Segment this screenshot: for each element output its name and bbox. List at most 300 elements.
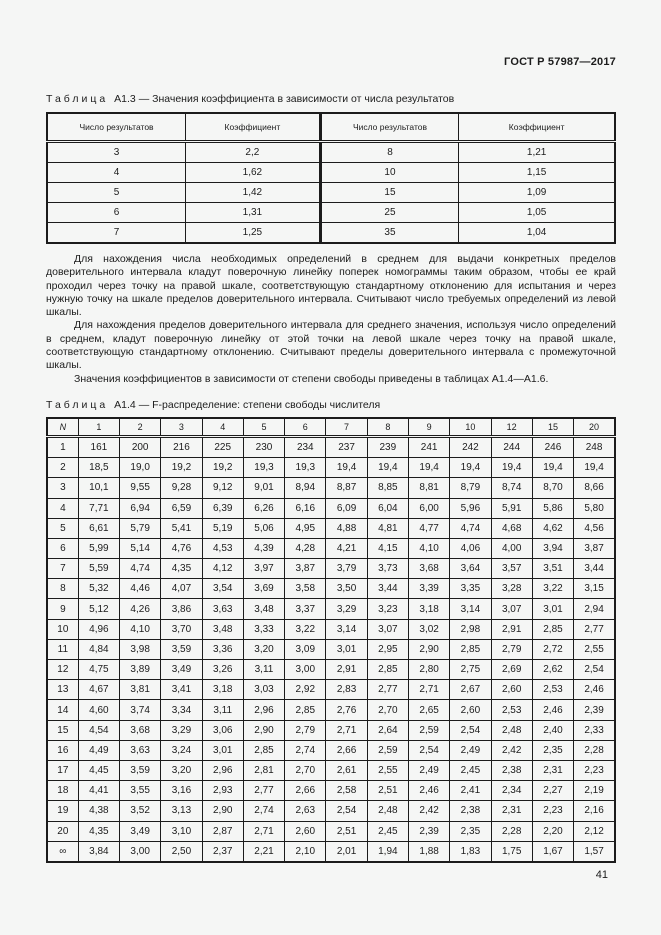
table-cell: 2,59: [367, 740, 408, 760]
table-cell: 2,53: [532, 680, 573, 700]
table-cell: 2,85: [450, 639, 491, 659]
table-cell: 5,32: [78, 579, 119, 599]
table-cell: 2,54: [574, 660, 615, 680]
table-cell: 2,64: [367, 720, 408, 740]
table-cell: 4,49: [78, 740, 119, 760]
table-cell: 2,42: [491, 740, 532, 760]
table-cell: 19,4: [326, 458, 367, 478]
table-row: [47, 760, 615, 780]
table-cell: 2,45: [367, 821, 408, 841]
table-row: [47, 841, 615, 862]
table-cell: 4,84: [78, 639, 119, 659]
table-cell: 2,2: [186, 142, 321, 163]
table-cell: 4,54: [78, 720, 119, 740]
table-cell: 1,25: [186, 223, 321, 244]
table-cell: 5,12: [78, 599, 119, 619]
table-row: [47, 163, 615, 183]
table-cell: 2,65: [408, 700, 449, 720]
table-cell: 2,53: [491, 700, 532, 720]
table-cell: 1,05: [459, 203, 615, 223]
table-cell: 16: [47, 740, 78, 760]
table-cell: 3,15: [574, 579, 615, 599]
table-cell: 3,14: [326, 619, 367, 639]
table-cell: 2,92: [285, 680, 326, 700]
table-cell: 19,2: [202, 458, 243, 478]
table-cell: 2,90: [243, 720, 284, 740]
table-cell: 3,06: [202, 720, 243, 740]
table-row: [47, 203, 615, 223]
table-cell: 19,2: [161, 458, 202, 478]
table-cell: 2,48: [491, 720, 532, 740]
table-cell: 2,21: [243, 841, 284, 862]
table-cell: 4,56: [574, 518, 615, 538]
table-cell: 2,71: [326, 720, 367, 740]
table-header-cell: Число результатов: [320, 113, 459, 142]
table-cell: 2,93: [202, 781, 243, 801]
table-cell: 3,68: [120, 720, 161, 740]
table-cell: 2,31: [491, 801, 532, 821]
table-cell: 3: [47, 478, 78, 498]
table-a13-caption: [46, 93, 616, 105]
table-cell: 13: [47, 680, 78, 700]
table-cell: 8,70: [532, 478, 573, 498]
table-cell: 3,68: [408, 559, 449, 579]
table-cell: 19,3: [285, 458, 326, 478]
table-cell: 2,91: [491, 619, 532, 639]
table-cell: 3,79: [326, 559, 367, 579]
table-cell: 19,3: [243, 458, 284, 478]
table-cell: 239: [367, 436, 408, 457]
table-cell: 1,42: [186, 183, 321, 203]
table-cell: 4,77: [408, 518, 449, 538]
table-cell: 3,52: [120, 801, 161, 821]
table-cell: 2,49: [408, 760, 449, 780]
table-cell: 4,10: [408, 538, 449, 558]
table-cell: 2,72: [532, 639, 573, 659]
table-cell: 2,66: [285, 781, 326, 801]
table-row: [47, 142, 615, 163]
table-cell: 2,54: [408, 740, 449, 760]
table-header-cell: 8: [367, 418, 408, 437]
table-a14: [46, 417, 616, 863]
table-cell: 6,04: [367, 498, 408, 518]
table-cell: 1,67: [532, 841, 573, 862]
table-cell: 2,33: [574, 720, 615, 740]
table-cell: 2,12: [574, 821, 615, 841]
table-header-cell: 9: [408, 418, 449, 437]
table-cell: 8,94: [285, 478, 326, 498]
table-cell: 2,55: [367, 760, 408, 780]
table-row: [47, 660, 615, 680]
table-cell: 4,35: [161, 559, 202, 579]
table-cell: 5,96: [450, 498, 491, 518]
table-cell: 1: [47, 436, 78, 457]
table-cell: 2,39: [408, 821, 449, 841]
table-cell: 4,39: [243, 538, 284, 558]
table-cell: 20: [47, 821, 78, 841]
table-cell: 8: [47, 579, 78, 599]
table-cell: 2,87: [202, 821, 243, 841]
table-cell: 3,02: [408, 619, 449, 639]
table-cell: 2,63: [285, 801, 326, 821]
table-cell: 19,4: [574, 458, 615, 478]
table-cell: 2: [47, 458, 78, 478]
table-row: [47, 223, 615, 244]
table-header-row: [47, 418, 615, 437]
table-cell: 3,70: [161, 619, 202, 639]
table-cell: 2,85: [243, 740, 284, 760]
table-cell: 1,94: [367, 841, 408, 862]
table-cell: 2,98: [450, 619, 491, 639]
table-cell: 2,60: [450, 700, 491, 720]
table-cell: 3,18: [408, 599, 449, 619]
table-cell: 2,76: [326, 700, 367, 720]
paragraph: Значения коэффициентов в зависимости от степени свободы приведены в таблицах А1.4—А1.6.: [74, 372, 549, 385]
table-cell: 234: [285, 436, 326, 457]
table-cell: 2,71: [243, 821, 284, 841]
table-header-cell: N: [47, 418, 78, 437]
table-cell: 9,55: [120, 478, 161, 498]
table-cell: 2,45: [450, 760, 491, 780]
table-cell: 5,99: [78, 538, 119, 558]
table-cell: 2,46: [408, 781, 449, 801]
table-cell: 2,60: [491, 680, 532, 700]
table-cell: 19,0: [120, 458, 161, 478]
table-cell: 2,34: [491, 781, 532, 801]
table-cell: 15: [320, 183, 459, 203]
table-cell: 1,57: [574, 841, 615, 862]
table-cell: 2,77: [243, 781, 284, 801]
table-cell: 3,64: [450, 559, 491, 579]
table-cell: 4,41: [78, 781, 119, 801]
table-cell: 4,76: [161, 538, 202, 558]
table-cell: 3,23: [367, 599, 408, 619]
table-cell: 7,71: [78, 498, 119, 518]
table-header-cell: Число результатов: [47, 113, 186, 142]
table-cell: 4,68: [491, 518, 532, 538]
table-cell: 35: [320, 223, 459, 244]
table-cell: 4,28: [285, 538, 326, 558]
table-cell: 3,34: [161, 700, 202, 720]
table-a14-caption-label: Таблица: [46, 398, 109, 411]
table-cell: 2,41: [450, 781, 491, 801]
table-cell: 3,13: [161, 801, 202, 821]
table-row: [47, 478, 615, 498]
table-a14-caption: [46, 399, 616, 411]
table-cell: 237: [326, 436, 367, 457]
table-cell: 3,11: [202, 700, 243, 720]
table-cell: 4,38: [78, 801, 119, 821]
table-cell: 2,62: [532, 660, 573, 680]
table-row: [47, 518, 615, 538]
table-cell: 3,22: [285, 619, 326, 639]
table-cell: 4: [47, 498, 78, 518]
table-cell: 19,4: [367, 458, 408, 478]
table-cell: 2,77: [367, 680, 408, 700]
table-cell: 3,89: [120, 660, 161, 680]
table-cell: 5: [47, 183, 186, 203]
table-header-row: [47, 113, 615, 142]
table-cell: 2,51: [367, 781, 408, 801]
table-cell: 2,75: [450, 660, 491, 680]
table-cell: 2,80: [408, 660, 449, 680]
table-cell: 3,37: [285, 599, 326, 619]
table-cell: 1,09: [459, 183, 615, 203]
table-cell: 3,49: [161, 660, 202, 680]
table-cell: 2,60: [285, 821, 326, 841]
table-header-cell: 7: [326, 418, 367, 437]
table-cell: 2,01: [326, 841, 367, 862]
table-cell: 1,04: [459, 223, 615, 244]
table-a13: [46, 112, 616, 244]
table-header-cell: 5: [243, 418, 284, 437]
table-cell: 3,59: [120, 760, 161, 780]
table-cell: 5: [47, 518, 78, 538]
table-cell: 2,90: [202, 801, 243, 821]
table-cell: 2,85: [367, 660, 408, 680]
table-cell: 6,39: [202, 498, 243, 518]
table-cell: 6,16: [285, 498, 326, 518]
table-cell: 4,10: [120, 619, 161, 639]
table-cell: 2,85: [532, 619, 573, 639]
table-a13-body: [47, 142, 615, 244]
table-row: [47, 599, 615, 619]
table-cell: 246: [532, 436, 573, 457]
table-cell: 3,14: [450, 599, 491, 619]
table-cell: 230: [243, 436, 284, 457]
table-cell: 2,71: [408, 680, 449, 700]
table-cell: 3,58: [285, 579, 326, 599]
table-row: [47, 458, 615, 478]
table-cell: 3,11: [243, 660, 284, 680]
table-header-cell: 6: [285, 418, 326, 437]
table-cell: 4,15: [367, 538, 408, 558]
table-cell: 6,00: [408, 498, 449, 518]
table-cell: 3,81: [120, 680, 161, 700]
table-cell: 2,35: [532, 740, 573, 760]
table-cell: 2,42: [408, 801, 449, 821]
table-cell: 2,16: [574, 801, 615, 821]
table-header-cell: 20: [574, 418, 615, 437]
table-cell: 3,86: [161, 599, 202, 619]
table-cell: 4,67: [78, 680, 119, 700]
table-header-cell: 3: [161, 418, 202, 437]
table-cell: 4,53: [202, 538, 243, 558]
table-cell: 3,57: [491, 559, 532, 579]
table-cell: 4,74: [120, 559, 161, 579]
table-cell: 2,59: [408, 720, 449, 740]
table-cell: 6: [47, 203, 186, 223]
table-cell: 242: [450, 436, 491, 457]
table-cell: 2,58: [326, 781, 367, 801]
table-cell: 2,39: [574, 700, 615, 720]
table-cell: 2,23: [574, 760, 615, 780]
table-cell: 1,15: [459, 163, 615, 183]
table-row: [47, 183, 615, 203]
table-cell: 3,07: [367, 619, 408, 639]
table-cell: 12: [47, 660, 78, 680]
table-cell: 3,98: [120, 639, 161, 659]
table-a14-body: [47, 436, 615, 861]
table-cell: 2,96: [243, 700, 284, 720]
table-cell: 6: [47, 538, 78, 558]
table-cell: 2,70: [285, 760, 326, 780]
table-cell: 2,28: [574, 740, 615, 760]
table-cell: 3: [47, 142, 186, 163]
table-cell: 4,06: [450, 538, 491, 558]
table-cell: 5,41: [161, 518, 202, 538]
table-cell: 2,74: [285, 740, 326, 760]
table-cell: 6,59: [161, 498, 202, 518]
table-cell: 3,20: [243, 639, 284, 659]
table-a13-caption-label: Таблица: [46, 93, 109, 105]
table-cell: 1,75: [491, 841, 532, 862]
table-cell: 3,87: [574, 538, 615, 558]
table-cell: 2,54: [326, 801, 367, 821]
table-a14-caption-text: А1.4 — F-распределение: степени свободы числителя: [114, 398, 381, 411]
table-cell: 161: [78, 436, 119, 457]
table-cell: 3,35: [450, 579, 491, 599]
table-cell: 2,51: [326, 821, 367, 841]
table-cell: 14: [47, 700, 78, 720]
table-cell: 7: [47, 223, 186, 244]
table-cell: 8,85: [367, 478, 408, 498]
table-cell: 1,31: [186, 203, 321, 223]
table-cell: 2,20: [532, 821, 573, 841]
table-cell: 10,1: [78, 478, 119, 498]
table-cell: 3,29: [161, 720, 202, 740]
table-cell: 4,74: [450, 518, 491, 538]
table-cell: 9,28: [161, 478, 202, 498]
table-cell: 225: [202, 436, 243, 457]
table-cell: 6,09: [326, 498, 367, 518]
table-cell: 2,54: [450, 720, 491, 740]
table-cell: 2,46: [574, 680, 615, 700]
table-cell: 1,83: [450, 841, 491, 862]
table-cell: 3,73: [367, 559, 408, 579]
table-row: [47, 720, 615, 740]
table-row: [47, 821, 615, 841]
table-cell: 10: [320, 163, 459, 183]
table-cell: 2,38: [450, 801, 491, 821]
table-cell: 2,23: [532, 801, 573, 821]
table-cell: 2,79: [285, 720, 326, 740]
table-cell: 2,74: [243, 801, 284, 821]
table-cell: 19,4: [532, 458, 573, 478]
document-standard-number: ГОСТ Р 57987—2017: [504, 56, 616, 68]
table-cell: 3,33: [243, 619, 284, 639]
table-cell: 216: [161, 436, 202, 457]
table-cell: 6,94: [120, 498, 161, 518]
table-cell: 8,79: [450, 478, 491, 498]
table-cell: 2,27: [532, 781, 573, 801]
paragraph: Для нахождения пределов доверительного интервала для среднего значения, используя число определений в среднем, кладут поверочную линейку от этой точки на левой шкале через точку на правой шкале, соответствующую стандартному отклонению. Считывают пределы доверительного интервала с промежуточной шкалы.: [46, 319, 616, 372]
table-cell: 3,94: [532, 538, 573, 558]
table-row: [47, 498, 615, 518]
table-header-cell: Коэффициент: [459, 113, 615, 142]
table-cell: 2,66: [326, 740, 367, 760]
table-cell: 2,10: [285, 841, 326, 862]
table-cell: 3,87: [285, 559, 326, 579]
table-cell: 25: [320, 203, 459, 223]
table-cell: 3,54: [202, 579, 243, 599]
table-cell: 5,14: [120, 538, 161, 558]
table-cell: 6,61: [78, 518, 119, 538]
table-row: [47, 579, 615, 599]
table-cell: 2,85: [285, 700, 326, 720]
table-row: [47, 639, 615, 659]
table-cell: 3,29: [326, 599, 367, 619]
table-cell: 4,35: [78, 821, 119, 841]
table-cell: 18: [47, 781, 78, 801]
table-cell: 3,74: [120, 700, 161, 720]
table-row: [47, 538, 615, 558]
table-cell: 3,28: [491, 579, 532, 599]
table-cell: 2,67: [450, 680, 491, 700]
table-cell: 2,96: [202, 760, 243, 780]
table-row: [47, 619, 615, 639]
table-row: [47, 740, 615, 760]
table-cell: 2,50: [161, 841, 202, 862]
table-cell: 200: [120, 436, 161, 457]
table-row: [47, 680, 615, 700]
table-cell: 4,21: [326, 538, 367, 558]
table-cell: 2,37: [202, 841, 243, 862]
table-row: [47, 801, 615, 821]
table-cell: 2,69: [491, 660, 532, 680]
table-cell: 1,88: [408, 841, 449, 862]
table-cell: 3,44: [367, 579, 408, 599]
body-text: [46, 253, 616, 386]
table-cell: 2,61: [326, 760, 367, 780]
table-cell: 2,83: [326, 680, 367, 700]
page-number: 41: [595, 868, 608, 881]
table-header-cell: 15: [532, 418, 573, 437]
table-cell: 7: [47, 559, 78, 579]
table-cell: 4,75: [78, 660, 119, 680]
table-cell: 3,22: [532, 579, 573, 599]
table-header-cell: 1: [78, 418, 119, 437]
table-cell: 2,79: [491, 639, 532, 659]
table-cell: 4,26: [120, 599, 161, 619]
table-cell: 3,49: [120, 821, 161, 841]
table-cell: 3,63: [120, 740, 161, 760]
table-cell: 2,90: [408, 639, 449, 659]
table-cell: 8,87: [326, 478, 367, 498]
table-cell: 4,12: [202, 559, 243, 579]
table-row: [47, 559, 615, 579]
table-cell: 3,84: [78, 841, 119, 862]
table-cell: 2,81: [243, 760, 284, 780]
table-cell: 15: [47, 720, 78, 740]
table-cell: 3,07: [491, 599, 532, 619]
table-cell: 2,35: [450, 821, 491, 841]
table-cell: 1,62: [186, 163, 321, 183]
table-cell: 4,95: [285, 518, 326, 538]
table-cell: 19,4: [450, 458, 491, 478]
table-cell: 6,26: [243, 498, 284, 518]
table-cell: 2,38: [491, 760, 532, 780]
table-cell: 2,49: [450, 740, 491, 760]
table-header-cell: 10: [450, 418, 491, 437]
table-a14-header: [47, 418, 615, 437]
table-cell: 3,01: [326, 639, 367, 659]
table-cell: 17: [47, 760, 78, 780]
table-cell: 244: [491, 436, 532, 457]
table-cell: 8,74: [491, 478, 532, 498]
table-cell: 1,21: [459, 142, 615, 163]
table-cell: 3,55: [120, 781, 161, 801]
